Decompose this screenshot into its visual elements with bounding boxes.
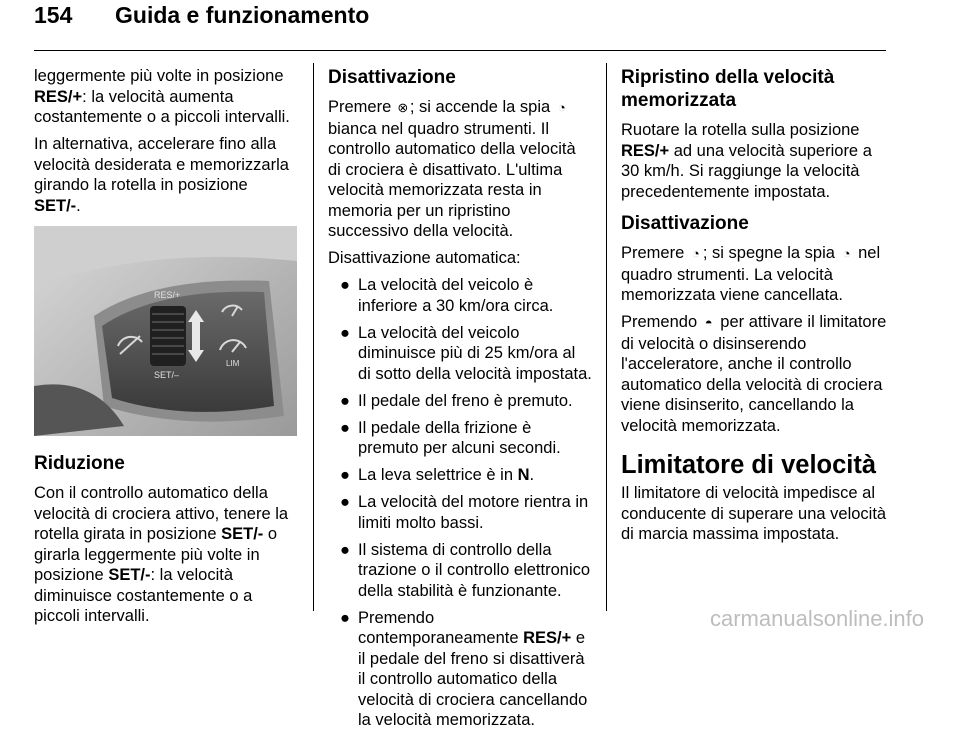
paragraph: Ruotare la rotella sulla posizione RES/+ ad una velocità superiore a 30 km/h. Si raggiunge la velocità precedentemente impostata. — [621, 121, 872, 201]
paragraph: Il limitatore di velocità impedisce al conducente di superare una velocità di marcia massima impostata. — [621, 484, 887, 543]
column-divider-2 — [606, 63, 607, 611]
cruise-lamp-icon: ◔ — [557, 100, 566, 115]
paragraph: Con il controllo automatico della velocità di crociera attivo, tenere la rotella girata in posizione SET/- o girarla leggermente più volte in posizione SET/-: la velocità diminuisce costantemente o a piccoli intervalli. — [34, 484, 289, 625]
cruise-lamp-icon: ◔ — [691, 246, 700, 261]
list-item: ● La velocità del motore rientra in limiti molto bassi. — [340, 493, 589, 532]
section-heading-limitatore: Limitatore di velocità — [621, 451, 877, 479]
cruise-lamp-icon: ◔ — [842, 246, 851, 261]
column-divider-1 — [313, 63, 314, 611]
header-rule — [34, 50, 886, 51]
paragraph: In alternativa, accelerare fino alla velocità desiderata e memorizzarla girando la rotella in posizione SET/-. — [34, 135, 289, 215]
paragraph: leggermente più volte in posizione RES/+: la velocità aumenta costantemente o a piccoli intervalli. — [34, 67, 290, 126]
watermark: carmanualsonline.info — [710, 606, 925, 631]
list-item: ● La velocità del veicolo è inferiore a 30 km/ora circa. — [340, 276, 554, 315]
list-item: ● La leva selettrice è in N. — [340, 466, 535, 484]
set-label: SET/– — [154, 370, 180, 380]
section-heading-disattivazione: Disattivazione — [328, 67, 456, 88]
column-3 — [621, 66, 887, 551]
cruise-off-icon: ⊗ — [397, 100, 409, 115]
lim-label: LIM — [226, 359, 240, 368]
limiter-icon: ◓ — [704, 315, 713, 330]
page-header-title: Guida e funzionamento — [115, 2, 370, 28]
column-2 — [328, 66, 592, 737]
page-number: 154 — [34, 2, 73, 28]
thumbwheel — [150, 306, 186, 366]
section-heading-ripristino: Ripristino della velocità memorizzata — [621, 67, 835, 111]
column-1 — [34, 66, 299, 633]
paragraph: Premere ◔ ; si spegne la spia ◔ nel quadro strumenti. La velocità memorizzata viene cancellata. — [621, 244, 881, 304]
paragraph: Premendo ◓ per attivare il limitatore di velocità o disinserendo l'acceleratore, anche il controllo automatico della velocità di crociera viene disinserito, cancellando la velocità memorizzata. — [621, 313, 887, 435]
list-item: ● Il pedale della frizione è premuto per alcuni secondi. — [340, 418, 561, 457]
paragraph: Disattivazione automatica: — [328, 249, 521, 267]
list-item: ● Premendo contemporaneamente RES/+ e il pedale del freno si disattiverà il controllo automatico della velocità di crociera cancellando la velocità memorizzata. — [340, 608, 588, 729]
section-heading-riduzione: Riduzione — [34, 453, 125, 474]
res-label: RES/+ — [154, 290, 181, 300]
list-item: ● Il pedale del freno è premuto. — [340, 391, 573, 410]
list-item: ● La velocità del veicolo diminuisce più di 25 km/ora al di sotto della velocità impostata. — [340, 323, 592, 383]
steering-wheel-controls-photo — [34, 226, 297, 436]
list-item: ● Il sistema di controllo della trazione o il controllo elettronico della stabilità è funzionante. — [340, 540, 591, 600]
section-heading-disattivazione-2: Disattivazione — [621, 213, 749, 234]
paragraph: Premere ⊗; si accende la spia ◔ bianca nel quadro strumenti. Il controllo automatico della velocità di crociera è disattivato. L'ultima velocità memorizzata resta in memoria per un ripristino successivo della velocità. — [328, 98, 576, 240]
